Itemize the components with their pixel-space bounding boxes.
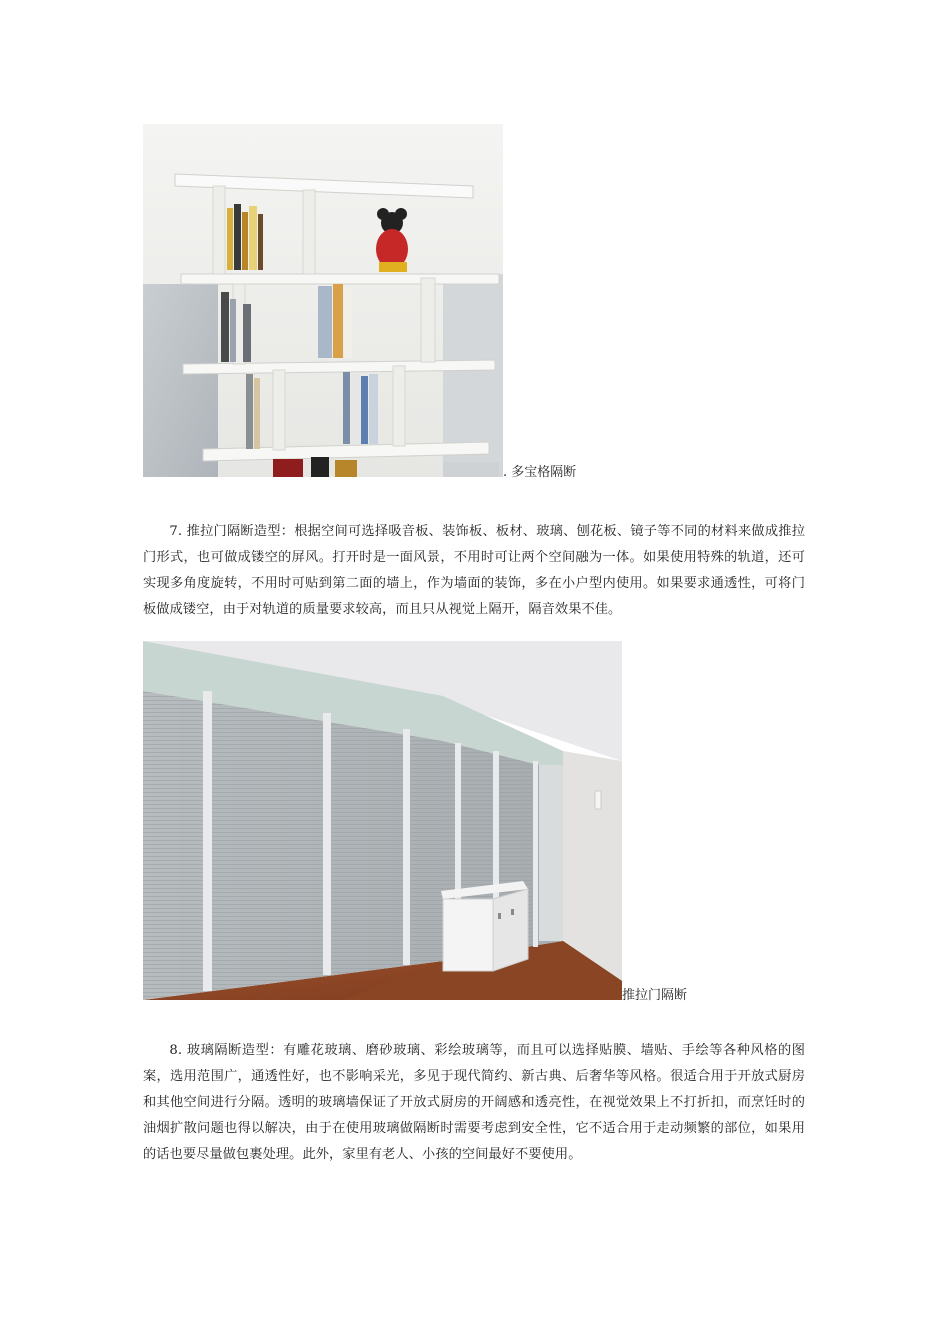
glass-partition-photo-icon xyxy=(143,641,622,1000)
figure-caption-sliding-door: 推拉门隔断 xyxy=(622,988,688,1003)
bookshelf-photo-icon xyxy=(143,124,503,477)
bookshelf-photo xyxy=(143,124,503,477)
figure-caption-bookshelf: . 多宝格隔断 xyxy=(503,465,577,480)
paragraph-sliding-door: 7. 推拉门隔断造型：根据空间可选择吸音板、装饰板、板材、玻璃、刨花板、镜子等不同的材料来做成推拉门形式，也可做成镂空的屏风。打开时是一面风景，不用时可让两个空间融为一体。如果使用特殊的轨道，还可实现多角度旋转，不用时可贴到第二面的墙上，作为墙面的装饰，多在小户型内使用。如果要求通透性，可将门板做成镂空，由于对轨道的质量要求较高，而且只从视觉上隔开，隔音效果不佳。 xyxy=(143,524,805,617)
paragraph-glass-partition: 8. 玻璃隔断造型：有雕花玻璃、磨砂玻璃、彩绘玻璃等，而且可以选择贴膜、墙贴、手绘等各种风格的图案，选用范围广，通透性好，也不影响采光，多见于现代简约、新古典、后奢华等风格。很适合用于开放式厨房和其他空间进行分隔。透明的玻璃墙保证了开放式厨房的开阔感和透亮性，在视觉效果上不打折扣，而烹饪时的油烟扩散问题也得以解决，由于在使用玻璃做隔断时需要考虑到安全性，它不适合用于走动频繁的部位，如果用的话也要尽量做包裹处理。此外，家里有老人、小孩的空间最好不要使用。 xyxy=(143,1043,805,1162)
glass-partition-photo xyxy=(143,641,622,1000)
